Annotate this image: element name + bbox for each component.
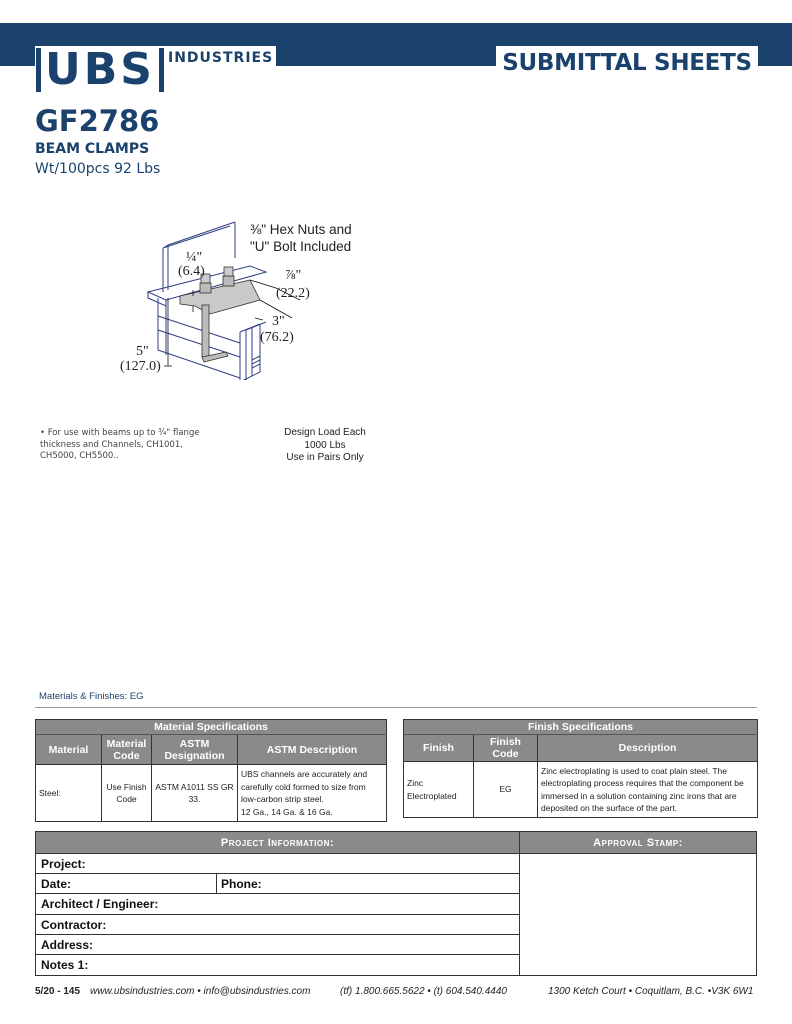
dim-flange-mm: (6.4) bbox=[178, 264, 205, 279]
finish-specs-caption: Finish Specifications bbox=[404, 720, 758, 735]
project-field[interactable] bbox=[36, 854, 519, 874]
design-load-note bbox=[260, 427, 390, 465]
finish-specifications-table bbox=[403, 719, 758, 818]
footer-phones: (tf) 1.800.665.5622 • (t) 604.540.4440 bbox=[340, 986, 507, 997]
project-info-title: Project Information: bbox=[36, 832, 519, 854]
page-number: 5/20 - 145 bbox=[35, 986, 81, 997]
table-row bbox=[404, 762, 758, 818]
architect-label: Architect / Engineer: bbox=[41, 897, 159, 912]
design-load-value: 1000 Lbs bbox=[304, 439, 346, 451]
date-field[interactable] bbox=[36, 874, 519, 894]
callout-u-bolt: "U" Bolt Included bbox=[250, 239, 352, 254]
cell-material-code: Use Finish Code bbox=[102, 765, 152, 822]
logo-wordmark: UBS bbox=[45, 44, 155, 95]
cell-material: Steel: bbox=[36, 765, 102, 822]
beam-clamp-diagram bbox=[100, 200, 360, 380]
contractor-label: Contractor: bbox=[41, 917, 107, 932]
design-load-usage: Use in Pairs Only bbox=[286, 452, 364, 463]
cell-astm-designation: ASTM A1011 SS GR 33. bbox=[152, 765, 238, 822]
cell-finish: Zinc Electroplated bbox=[404, 762, 474, 818]
usage-note: • For use with beams up to ¾" flange thickness and Channels, CH1001, CH5000, CH5500.. bbox=[40, 428, 200, 461]
approval-stamp-title: Approval Stamp: bbox=[520, 832, 756, 854]
logo-bar-right bbox=[159, 48, 164, 92]
design-load-label: Design Load Each bbox=[284, 427, 366, 438]
dim-height-inches: 5" bbox=[136, 344, 149, 359]
dim-height-mm: (127.0) bbox=[120, 359, 161, 374]
address-field[interactable] bbox=[36, 935, 519, 955]
cell-finish-description: Zinc electroplating is used to coat plain steel. The electroplating process requires that the component be immersed in a solution containing zinc irons that are deposited on the surface of the part. bbox=[538, 762, 758, 818]
product-category: BEAM CLAMPS bbox=[35, 141, 150, 157]
cell-astm-description bbox=[238, 765, 387, 822]
project-info-panel bbox=[36, 832, 520, 975]
phone-label: Phone: bbox=[221, 877, 262, 892]
approval-stamp-area[interactable] bbox=[520, 854, 756, 975]
footer-address: 1300 Ketch Court • Coquitlam, B.C. •V3K 6W1 bbox=[548, 986, 754, 997]
dim-width-mm: (22.2) bbox=[276, 286, 310, 301]
table-row bbox=[36, 765, 387, 822]
material-specifications-table bbox=[35, 719, 387, 822]
col-finish-description: Description bbox=[538, 735, 758, 762]
dim-flange-inches: ¼" bbox=[186, 250, 203, 265]
project-label: Project: bbox=[41, 857, 86, 871]
brand-logo bbox=[36, 46, 164, 94]
col-finish-code: Finish Code bbox=[474, 735, 538, 762]
astm-gauges: 12 Ga., 14 Ga. & 16 Ga. bbox=[241, 806, 333, 817]
cell-finish-code: EG bbox=[474, 762, 538, 818]
phone-field[interactable] bbox=[216, 874, 262, 893]
col-astm-designation: ASTM Designation bbox=[152, 735, 238, 765]
materials-finishes-label: Materials & Finishes: EG bbox=[39, 691, 144, 702]
col-material-code: Material Code bbox=[102, 735, 152, 765]
col-astm-description: ASTM Description bbox=[238, 735, 387, 765]
material-specs-caption: Material Specifications bbox=[36, 720, 387, 735]
logo-suffix: INDUSTRIES bbox=[168, 50, 274, 66]
product-weight: Wt/100pcs 92 Lbs bbox=[35, 161, 161, 177]
architect-field[interactable] bbox=[36, 894, 519, 914]
contractor-field[interactable] bbox=[36, 915, 519, 935]
dim-length-inches: 3" bbox=[272, 314, 285, 329]
approval-stamp-panel bbox=[520, 832, 756, 975]
section-title: SUBMITTAL SHEETS bbox=[502, 50, 752, 76]
project-information-form bbox=[35, 831, 757, 976]
notes-label: Notes 1: bbox=[41, 957, 89, 972]
notes-field[interactable] bbox=[36, 955, 519, 975]
col-material: Material bbox=[36, 735, 102, 765]
callout-hex-nuts: ⅜" Hex Nuts and bbox=[250, 222, 352, 237]
part-number: GF2786 bbox=[35, 104, 160, 138]
section-divider bbox=[35, 707, 757, 708]
dim-width-inches: ⅞" bbox=[285, 268, 302, 283]
astm-description-text: UBS channels are accurately and carefully cold formed to size from low-carbon strip steel. bbox=[241, 769, 368, 804]
dim-length-mm: (76.2) bbox=[260, 330, 294, 345]
footer-web-email: www.ubsindustries.com • info@ubsindustries.com bbox=[90, 986, 311, 997]
col-finish: Finish bbox=[404, 735, 474, 762]
address-label: Address: bbox=[41, 937, 94, 952]
date-label: Date: bbox=[41, 877, 72, 892]
